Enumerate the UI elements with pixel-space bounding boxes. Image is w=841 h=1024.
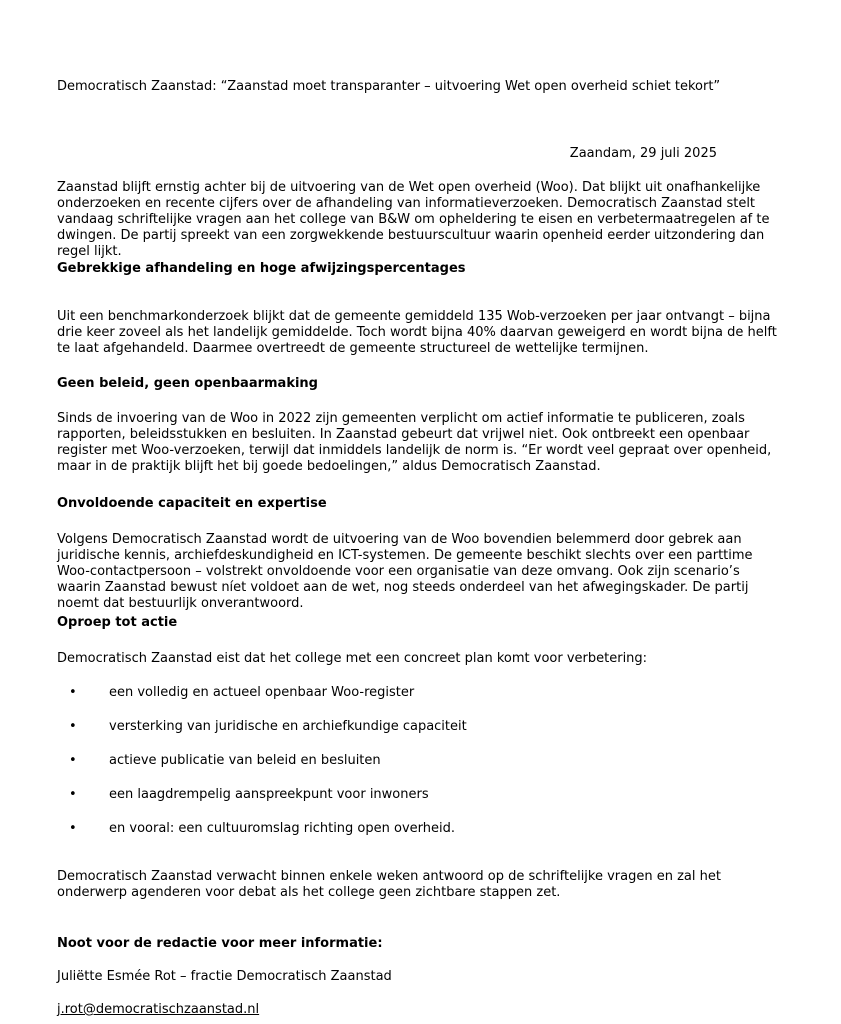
section-heading-capaciteit: Onvoldoende capaciteit en expertise [57,496,327,511]
closing-paragraph: Democratisch Zaanstad verwacht binnen enkele weken antwoord op de schriftelijke vragen en zal het onderwerp agenderen voor debat als het college geen zichtbare stappen zet. [57,869,721,900]
section-heading-afhandeling: Gebrekkige afhandeling en hoge afwijzingspercentages [57,261,466,276]
list-item-text: actieve publicatie van beleid en besluiten [109,753,381,768]
section-body-capaciteit: Volgens Democratisch Zaanstad wordt de uitvoering van de Woo bovendien belemmerd door gebrek aan juridische kennis, archiefdeskundigheid en ICT-systemen. De gemeente beschikt slechts over een parttime Woo-contactpersoon – volstrekt onvoldoende voor een organisatie van deze omvang. Ook zijn scenario’s waarin Zaanstad bewust níet voldoet aan de wet, nog steeds onderdeel van het afwegingskader. De partij noemt dat bestuurlijk onverantwoord. [57,532,753,611]
list-item [57,753,757,769]
list-item [57,787,757,803]
list-item-text: versterking van juridische en archiefkundige capaciteit [109,719,467,734]
list-item-text: en vooral: een cultuuromslag richting open overheid. [109,821,456,836]
list-item-text: een volledig en actueel openbaar Woo-register [109,685,415,700]
section-heading-oproep: Oproep tot actie [57,615,178,630]
section-body-afhandeling: Uit een benchmarkonderzoek blijkt dat de gemeente gemiddeld 135 Wob-verzoeken per jaar ontvangt – bijna drie keer zoveel als het landelijk gemiddelde. Toch wordt bijna 40% daarvan geweigerd en wordt bijna de helft te laat afgehandeld. Daarmee overtreedt de gemeente structureel de wettelijke termijnen. [57,309,777,356]
press-contact: Juliëtte Esmée Rot – fractie Democratisch Zaanstad [57,969,392,984]
list-item [57,821,757,837]
dateline: Zaandam, 29 juli 2025 [569,146,717,161]
list-item-text: een laagdrempelig aanspreekpunt voor inwoners [109,787,429,802]
section-body-beleid: Sinds de invoering van de Woo in 2022 zijn gemeenten verplicht om actief informatie te publiceren, zoals rapporten, beleidsstukken en besluiten. In Zaanstad gebeurt dat vrijwel niet. Ook ontbreekt een openbaar register met Woo-verzoeken, terwijl dat inmiddels landelijk de norm is. “Er wordt veel gepraat over openheid, maar in de praktijk blijft het bij goede bedoelingen,” aldus Democratisch Zaanstad. [57,411,772,474]
list-item [57,719,757,735]
section-body-oproep: Democratisch Zaanstad eist dat het college met een concreet plan komt voor verbetering: [57,651,648,666]
bullet-icon: • [69,753,77,768]
bullet-icon: • [69,719,77,734]
bullet-icon: • [69,821,77,836]
list-item [57,685,757,701]
contact-email-link[interactable]: j.rot@democratischzaanstad.nl [57,1002,260,1017]
press-note-heading: Noot voor de redactie voor meer informatie: [57,936,383,951]
bullet-icon: • [69,787,77,802]
intro-paragraph: Zaanstad blijft ernstig achter bij de uitvoering van de Wet open overheid (Woo). Dat blijkt uit onafhankelijke onderzoeken en recente cijfers over de afhandeling van informatieverzoeken. Democratisch Zaanstad stelt vandaag schriftelijke vragen aan het college van B&W om opheldering te eisen en verbetermaatregelen af te dwingen. De partij spreekt van een zorgwekkende bestuurscultuur waarin openheid eerder uitzondering dan regel lijkt. [57,180,770,259]
section-heading-beleid: Geen beleid, geen openbaarmaking [57,376,318,391]
press-release-title: Democratisch Zaanstad: “Zaanstad moet transparanter – uitvoering Wet open overheid schiet tekort” [57,79,721,94]
bullet-icon: • [69,685,77,700]
